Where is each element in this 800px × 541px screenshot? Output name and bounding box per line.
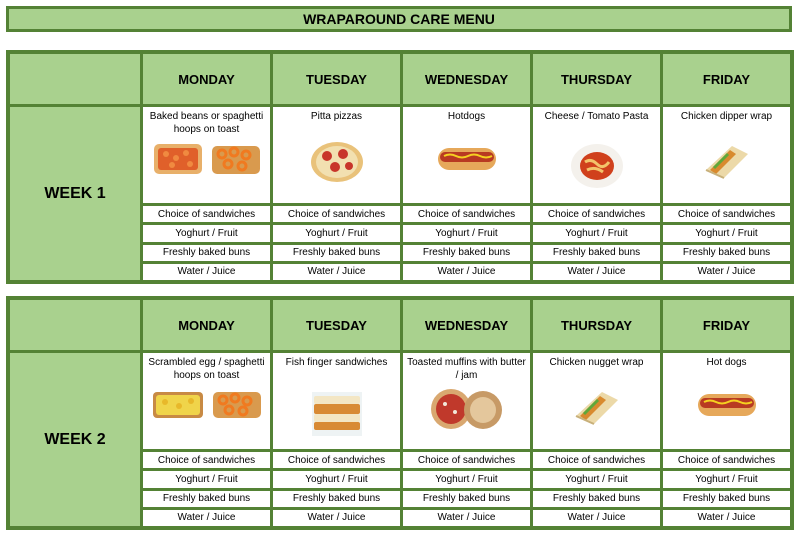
- side-yoghurt-fruit: Yoghurt / Fruit: [403, 471, 530, 487]
- main-dish-thursday: [533, 107, 660, 203]
- side-yoghurt-fruit: Yoghurt / Fruit: [403, 225, 530, 241]
- week-label: WEEK 2: [10, 353, 140, 526]
- day-header-wednesday: WEDNESDAY: [403, 300, 530, 350]
- side-sandwiches: Choice of sandwiches: [143, 206, 270, 222]
- side-drinks: Water / Juice: [273, 510, 400, 526]
- dish-name: Chicken nugget wrap: [549, 357, 644, 368]
- side-drinks: Water / Juice: [663, 264, 790, 280]
- side-buns: Freshly baked buns: [143, 245, 270, 261]
- dish-name: Scrambled egg / spaghetti hoops on toast: [148, 357, 265, 381]
- side-sandwiches: Choice of sandwiches: [273, 206, 400, 222]
- hotdog-icon: [696, 386, 758, 420]
- side-buns: Freshly baked buns: [403, 491, 530, 507]
- day-header-friday: FRIDAY: [663, 54, 790, 104]
- side-drinks: Water / Juice: [403, 264, 530, 280]
- dish-name: Baked beans or spaghetti hoops on toast: [149, 111, 264, 135]
- egg-toast-icon: [151, 386, 205, 420]
- wrap-icon: [702, 140, 752, 180]
- day-header-tuesday: TUESDAY: [273, 54, 400, 104]
- side-drinks: Water / Juice: [403, 510, 530, 526]
- side-sandwiches: Choice of sandwiches: [143, 452, 270, 468]
- dish-name: Pitta pizzas: [310, 111, 363, 122]
- side-buns: Freshly baked buns: [663, 245, 790, 261]
- side-buns: Freshly baked buns: [403, 245, 530, 261]
- side-buns: Freshly baked buns: [273, 491, 400, 507]
- menu-title: WRAPAROUND CARE MENU: [6, 6, 792, 32]
- side-yoghurt-fruit: Yoghurt / Fruit: [143, 225, 270, 241]
- side-yoghurt-fruit: Yoghurt / Fruit: [273, 471, 400, 487]
- spaghetti-hoops-icon: [210, 140, 262, 176]
- main-dish-monday: [143, 353, 270, 449]
- main-dish-friday: [663, 107, 790, 203]
- main-dish-tuesday: [273, 353, 400, 449]
- side-sandwiches: Choice of sandwiches: [663, 452, 790, 468]
- sandwich-icon: [310, 386, 364, 438]
- side-drinks: Water / Juice: [273, 264, 400, 280]
- side-drinks: Water / Juice: [533, 510, 660, 526]
- beans-toast-icon: [152, 140, 204, 176]
- day-header-thursday: THURSDAY: [533, 300, 660, 350]
- main-dish-tuesday: [273, 107, 400, 203]
- wrap-icon: [572, 386, 622, 426]
- main-dish-thursday: [533, 353, 660, 449]
- muffin-icon: [429, 386, 505, 432]
- side-buns: Freshly baked buns: [533, 245, 660, 261]
- side-yoghurt-fruit: Yoghurt / Fruit: [663, 225, 790, 241]
- main-dish-wednesday: [403, 353, 530, 449]
- side-sandwiches: Choice of sandwiches: [663, 206, 790, 222]
- week-label: WEEK 1: [10, 107, 140, 280]
- day-header-friday: FRIDAY: [663, 300, 790, 350]
- side-buns: Freshly baked buns: [273, 245, 400, 261]
- main-dish-monday: [143, 107, 270, 203]
- side-buns: Freshly baked buns: [533, 491, 660, 507]
- hotdog-icon: [436, 140, 498, 174]
- day-header-tuesday: TUESDAY: [273, 300, 400, 350]
- day-header-thursday: THURSDAY: [533, 54, 660, 104]
- pizza-icon: [309, 140, 365, 184]
- table-corner: [10, 54, 140, 104]
- pasta-icon: [569, 140, 625, 190]
- side-drinks: Water / Juice: [143, 264, 270, 280]
- side-sandwiches: Choice of sandwiches: [533, 452, 660, 468]
- side-buns: Freshly baked buns: [143, 491, 270, 507]
- dish-name: Hot dogs: [706, 357, 747, 368]
- dish-name: Hotdogs: [447, 111, 486, 122]
- day-header-monday: MONDAY: [143, 300, 270, 350]
- week-2-table: [6, 296, 794, 530]
- side-drinks: Water / Juice: [663, 510, 790, 526]
- side-yoghurt-fruit: Yoghurt / Fruit: [533, 471, 660, 487]
- side-buns: Freshly baked buns: [663, 491, 790, 507]
- dish-name: Fish finger sandwiches: [285, 357, 388, 368]
- spaghetti-hoops-icon: [211, 386, 263, 420]
- side-drinks: Water / Juice: [143, 510, 270, 526]
- week-1-table: [6, 50, 794, 284]
- day-header-wednesday: WEDNESDAY: [403, 54, 530, 104]
- side-sandwiches: Choice of sandwiches: [403, 452, 530, 468]
- side-sandwiches: Choice of sandwiches: [533, 206, 660, 222]
- dish-name: Toasted muffins with butter / jam: [407, 357, 526, 381]
- side-yoghurt-fruit: Yoghurt / Fruit: [663, 471, 790, 487]
- side-sandwiches: Choice of sandwiches: [403, 206, 530, 222]
- side-yoghurt-fruit: Yoghurt / Fruit: [273, 225, 400, 241]
- main-dish-wednesday: [403, 107, 530, 203]
- main-dish-friday: [663, 353, 790, 449]
- dish-name: Cheese / Tomato Pasta: [544, 111, 649, 122]
- side-sandwiches: Choice of sandwiches: [273, 452, 400, 468]
- side-yoghurt-fruit: Yoghurt / Fruit: [533, 225, 660, 241]
- side-drinks: Water / Juice: [533, 264, 660, 280]
- dish-name: Chicken dipper wrap: [680, 111, 773, 122]
- table-corner: [10, 300, 140, 350]
- day-header-monday: MONDAY: [143, 54, 270, 104]
- side-yoghurt-fruit: Yoghurt / Fruit: [143, 471, 270, 487]
